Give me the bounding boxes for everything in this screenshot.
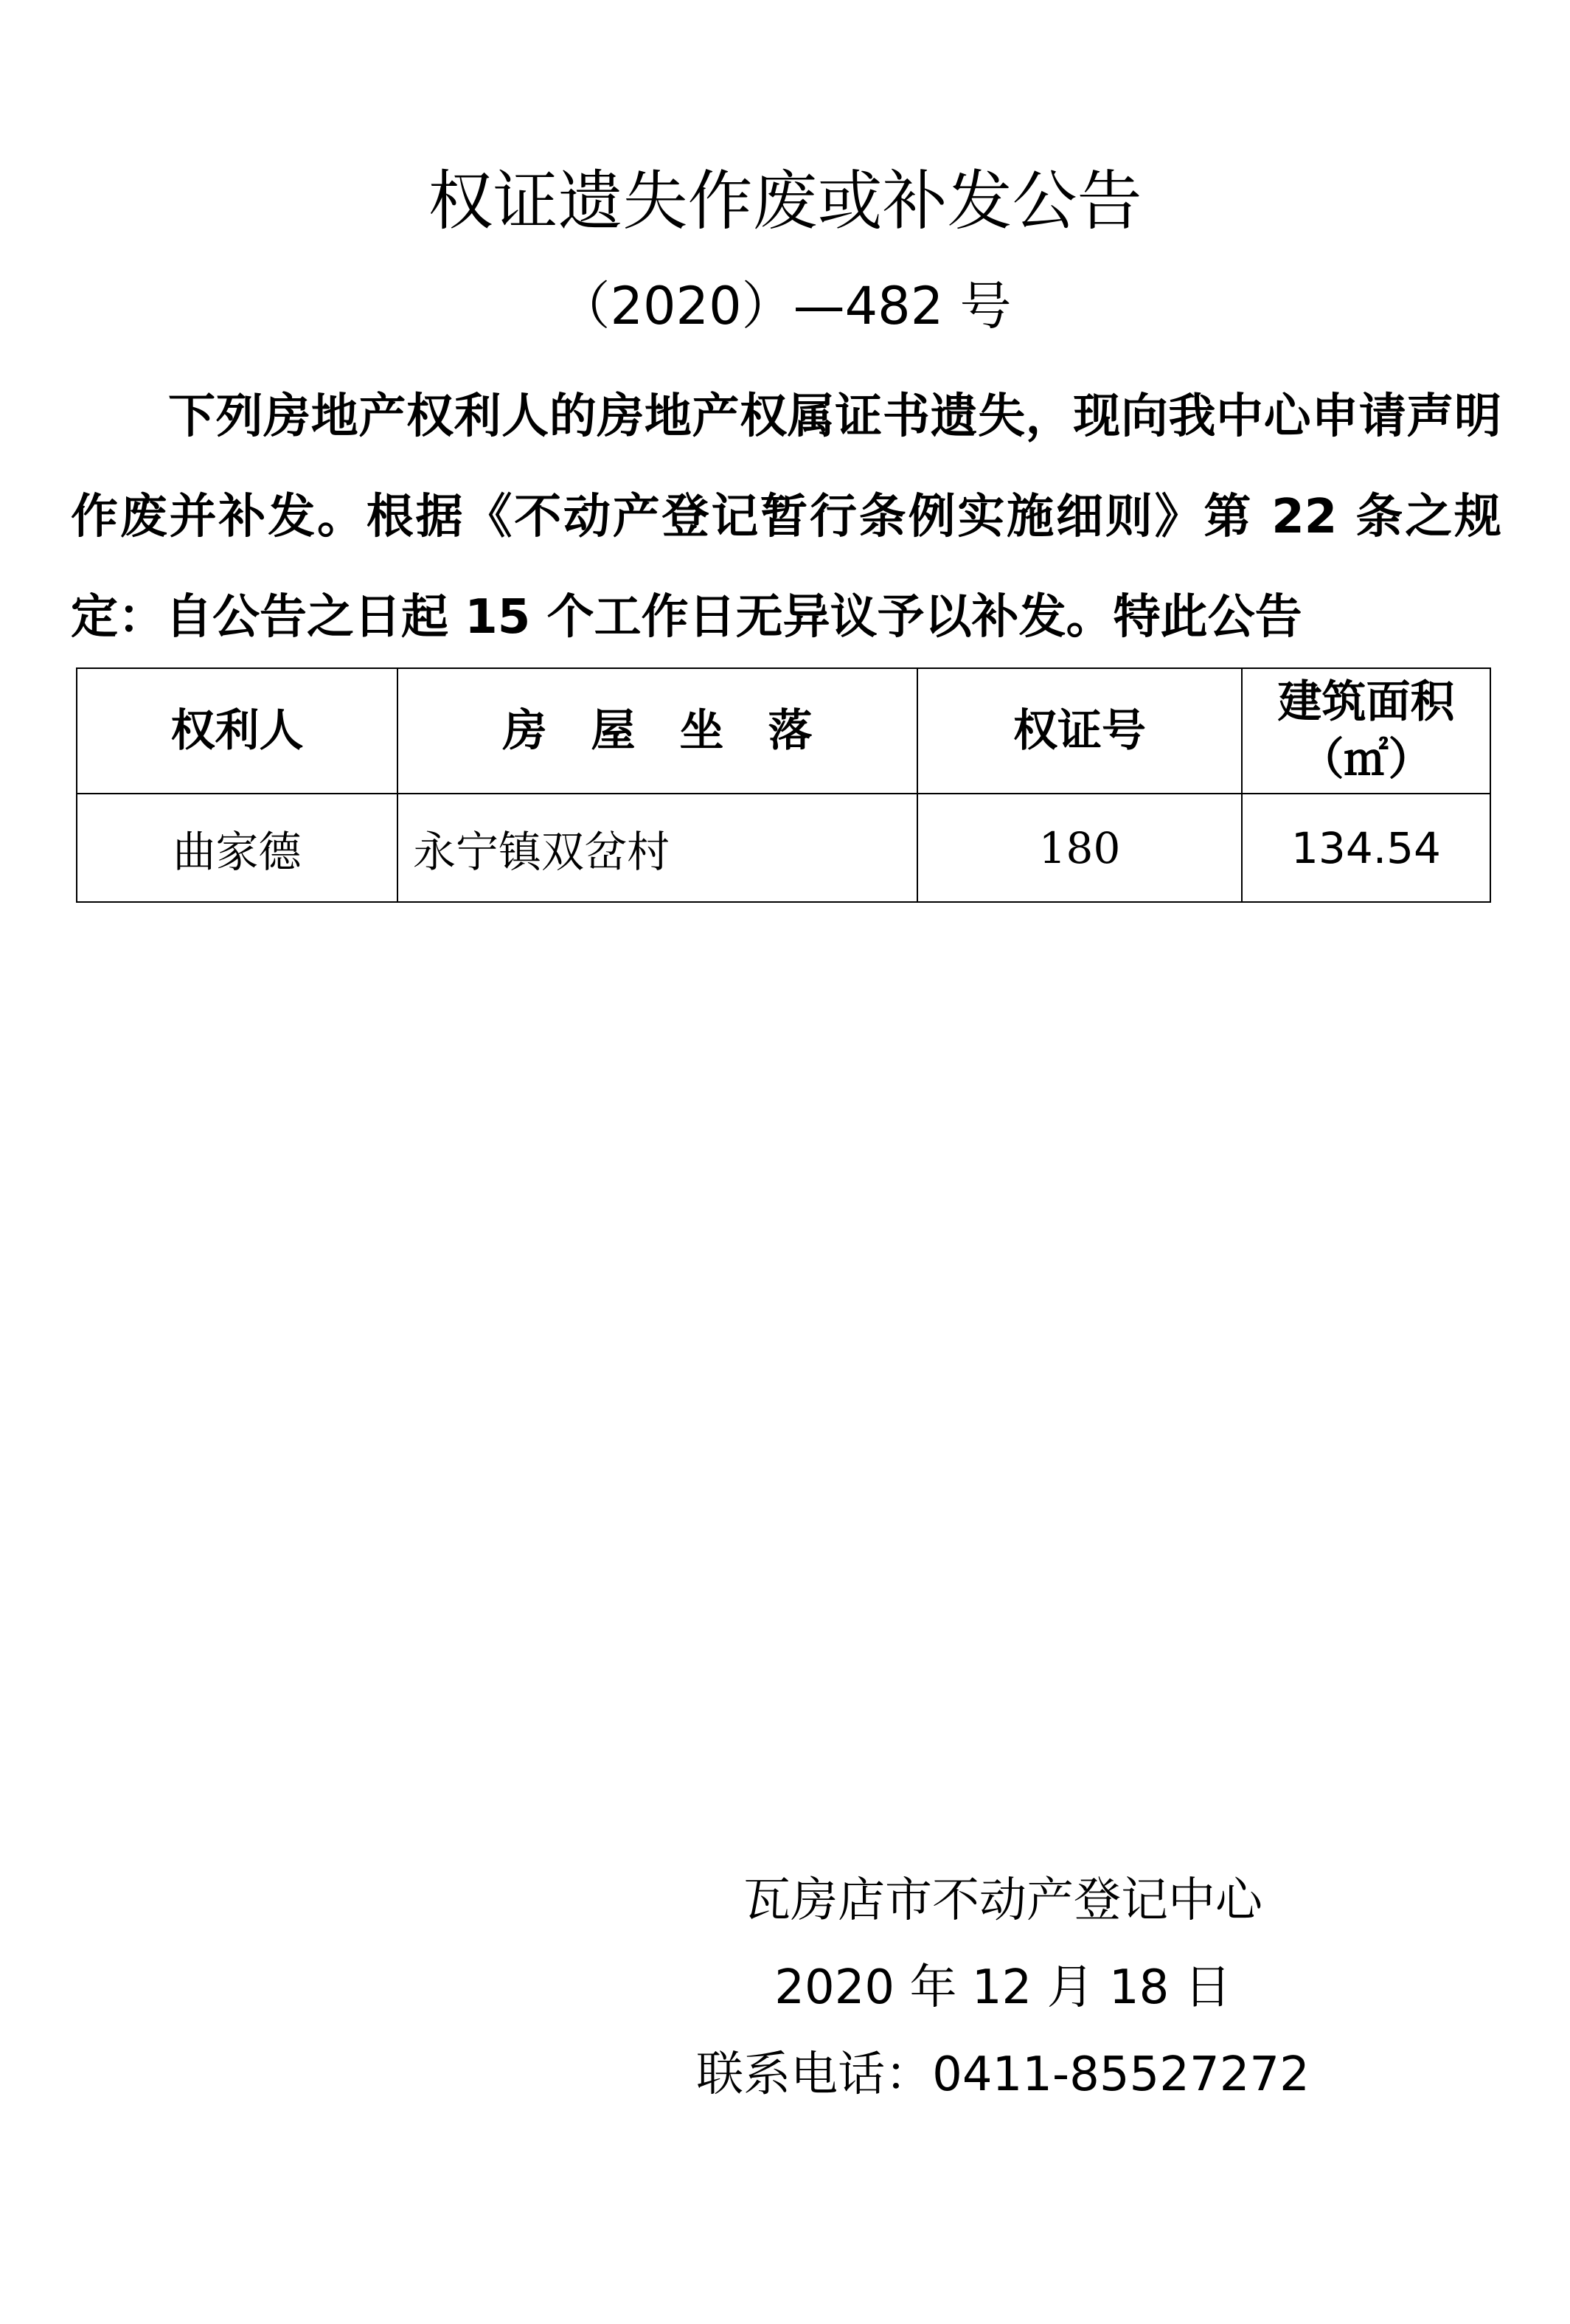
header-area	[1242, 668, 1490, 794]
issuer-name: 瓦房店市不动产登记中心	[743, 1873, 1262, 1928]
cell-area: 134.54	[1242, 794, 1490, 902]
header-cert-no: 权证号	[917, 668, 1242, 794]
contact-phone: 联系电话：0411-85527272	[696, 2047, 1310, 2102]
notice-title: 权证遗失作废或补发公告	[428, 163, 1142, 239]
header-holder: 权利人	[77, 668, 397, 794]
notice-body: 下列房地产权利人的房地产权属证书遗失，现向我中心申请声明作废并补发。根据《不动产登记暂行条例实施细则》第 22 条之规定：自公告之日起 15 个工作日无异议予以补发。特此公告	[71, 389, 1501, 645]
notice-number: （2020）—482 号	[558, 276, 1012, 336]
table-row	[77, 794, 1490, 902]
cell-holder: 曲家德	[77, 794, 397, 902]
header-area-line1: 建筑面积	[1277, 676, 1455, 728]
header-location: 房 屋 坐 落	[397, 668, 917, 794]
cell-cert-no: 180	[917, 794, 1242, 902]
header-area-line2: （㎡）	[1299, 734, 1433, 785]
cell-location: 永宁镇双岔村	[397, 794, 917, 902]
records-table	[76, 667, 1491, 903]
table-header-row	[77, 668, 1490, 794]
issue-date: 2020 年 12 月 18 日	[774, 1960, 1232, 2015]
